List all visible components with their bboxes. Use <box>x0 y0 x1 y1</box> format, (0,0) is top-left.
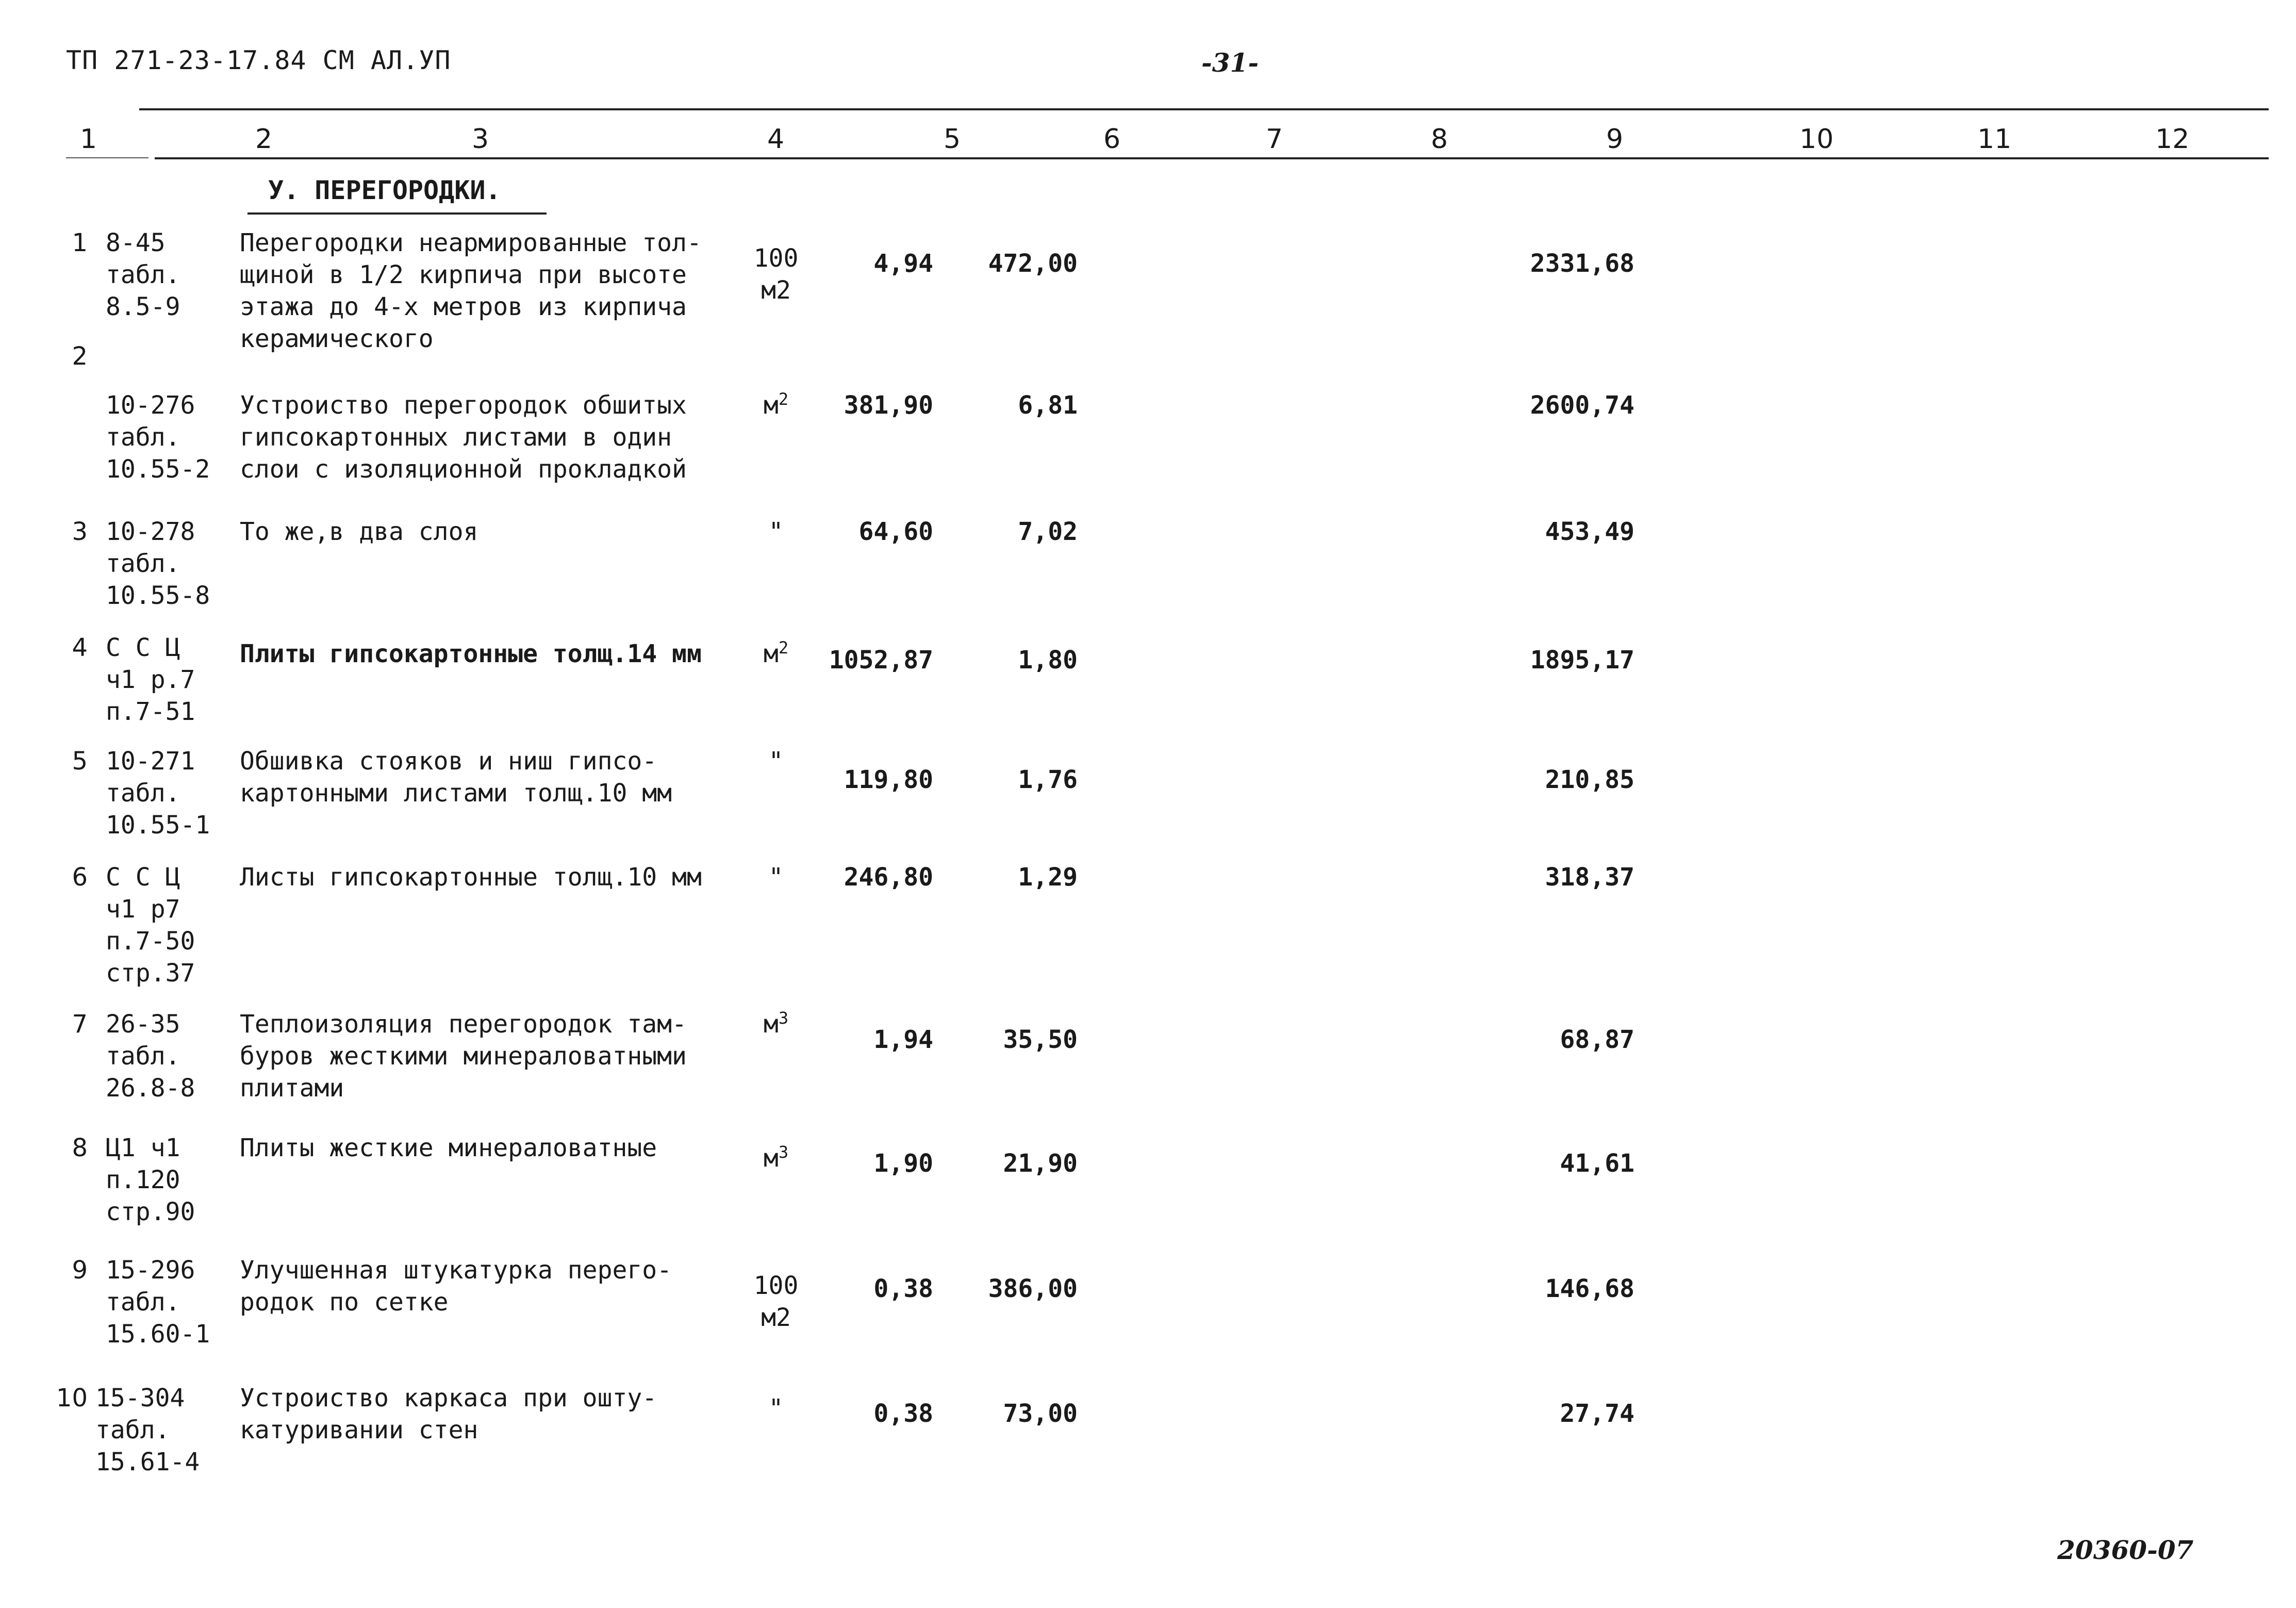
row-code: С С Ц ч1 р.7 п.7-51 <box>106 633 195 726</box>
row-description: Листы гипсокартонные толщ.10 мм <box>240 863 702 892</box>
row-unit-price: 386,00 <box>988 1274 1078 1303</box>
column-number-11: 11 <box>1977 124 2012 155</box>
row-unit: $м^3$ <box>763 1142 789 1173</box>
row-number: 1 <box>72 228 88 257</box>
document-code: ТП 271-23-17.84 СМ АЛ.УП <box>66 45 451 75</box>
row-quantity: 0,38 <box>873 1274 933 1303</box>
row-quantity: 64,60 <box>858 517 933 546</box>
row-code: 10-271 табл. 10.55-1 <box>106 747 210 840</box>
row-code: 15-304 табл. 15.61-4 <box>95 1384 200 1476</box>
row-unit-price: 472,00 <box>988 249 1078 278</box>
row-code: 8-45 табл. 8.5-9 <box>106 228 180 321</box>
row-unit-price: 6,81 <box>1018 391 1078 420</box>
column-number-4: 4 <box>767 124 785 155</box>
row-number: 7 <box>72 1010 88 1039</box>
row-description: Плиты жесткие минераловатные <box>240 1134 657 1162</box>
row-quantity: 1,90 <box>873 1149 933 1178</box>
row-number: 10 <box>56 1384 88 1413</box>
row-quantity: 246,80 <box>844 863 933 892</box>
row-code: 15-296 табл. 15.60-1 <box>106 1256 210 1349</box>
row-total: 1895,17 <box>1530 646 1634 675</box>
row-number: 3 <box>72 517 88 546</box>
row-unit-price: 7,02 <box>1018 517 1078 546</box>
row-code: 10-276 табл. 10.55-2 <box>106 391 210 484</box>
row-total: 318,37 <box>1545 863 1634 892</box>
header-rule-left <box>66 157 148 158</box>
section-title-underline <box>247 212 547 215</box>
row-code: С С Ц ч1 р7 п.7-50 стр.37 <box>106 863 195 988</box>
row-description: Устроиство перегородок обшитых гипсокартонных листами в один слои с изоляционной прокладкой <box>240 391 687 484</box>
row-total: 146,68 <box>1545 1274 1634 1303</box>
row-total: 210,85 <box>1545 765 1634 794</box>
column-number-6: 6 <box>1103 124 1121 155</box>
row-quantity: 4,94 <box>873 249 933 278</box>
row-unit: 100 м2 <box>753 244 799 305</box>
row-unit-price: 35,50 <box>1003 1025 1078 1054</box>
row-quantity: 1,94 <box>873 1025 933 1054</box>
column-number-10: 10 <box>1799 124 1834 155</box>
row-number: 6 <box>72 863 88 892</box>
column-number-9: 9 <box>1606 124 1624 155</box>
row-description: Обшивка стояков и ниш гипсо- картонными листами толщ.10 мм <box>240 747 672 808</box>
row-number: 4 <box>72 633 88 662</box>
row-total: 453,49 <box>1545 517 1634 546</box>
row-unit: " <box>768 517 784 546</box>
header-rule-top <box>139 108 2269 110</box>
column-number-8: 8 <box>1431 124 1448 155</box>
row-description: Теплоизоляция перегородок там- буров жесткими минераловатными плитами <box>240 1010 687 1103</box>
column-number-3: 3 <box>472 124 489 155</box>
row-unit-price: 1,29 <box>1018 863 1078 892</box>
row-unit: $м^2$ <box>763 389 789 420</box>
row-unit: 100 м2 <box>753 1271 799 1332</box>
column-number-5: 5 <box>944 124 961 155</box>
page-number: -31- <box>1201 47 1259 78</box>
row-unit: $м^2$ <box>763 638 789 668</box>
row-unit-price: 1,80 <box>1018 646 1078 675</box>
row-unit-price: 1,76 <box>1018 765 1078 794</box>
row-quantity: 0,38 <box>873 1399 933 1428</box>
row-total: 27,74 <box>1560 1399 1634 1428</box>
archive-stamp: 20360-07 <box>2057 1535 2194 1565</box>
row-total: 68,87 <box>1560 1025 1634 1054</box>
row-number: 2 <box>72 342 88 371</box>
row-code: 26-35 табл. 26.8-8 <box>106 1010 195 1103</box>
row-unit-price: 21,90 <box>1003 1149 1078 1178</box>
row-description: То же,в два слоя <box>240 517 478 546</box>
row-description: Перегородки неармированные тол- щиной в 1/2 кирпича при высоте этажа до 4-х метров из кирпича керамического <box>240 228 702 353</box>
column-number-1: 1 <box>80 124 97 155</box>
column-number-7: 7 <box>1266 124 1283 155</box>
row-unit: " <box>768 1394 784 1423</box>
row-unit-price: 73,00 <box>1003 1399 1078 1428</box>
column-number-12: 12 <box>2155 124 2190 155</box>
row-number: 9 <box>72 1256 88 1285</box>
row-description: Улучшенная штукатурка перего- родок по сетке <box>240 1256 672 1317</box>
row-unit: $м^3$ <box>763 1008 789 1039</box>
row-total: 2331,68 <box>1530 249 1634 278</box>
row-total: 41,61 <box>1560 1149 1634 1178</box>
header-rule-bottom <box>155 157 2269 159</box>
row-code: 10-278 табл. 10.55-8 <box>106 517 210 610</box>
row-quantity: 1052,87 <box>829 646 933 675</box>
row-number: 8 <box>72 1134 88 1162</box>
row-description: Плиты гипсокартонные толщ.14 мм <box>240 639 702 668</box>
row-unit: " <box>768 747 784 776</box>
row-quantity: 381,90 <box>844 391 933 420</box>
row-total: 2600,74 <box>1530 391 1634 420</box>
row-description: Устроиство каркаса при оштy- катуривании стен <box>240 1384 657 1445</box>
row-quantity: 119,80 <box>844 765 933 794</box>
section-title: У. ПЕРЕГОРОДКИ. <box>268 175 501 205</box>
row-unit: " <box>768 863 784 892</box>
row-code: Ц1 ч1 п.120 стр.90 <box>106 1134 195 1226</box>
row-number: 5 <box>72 747 88 776</box>
column-number-2: 2 <box>255 124 273 155</box>
